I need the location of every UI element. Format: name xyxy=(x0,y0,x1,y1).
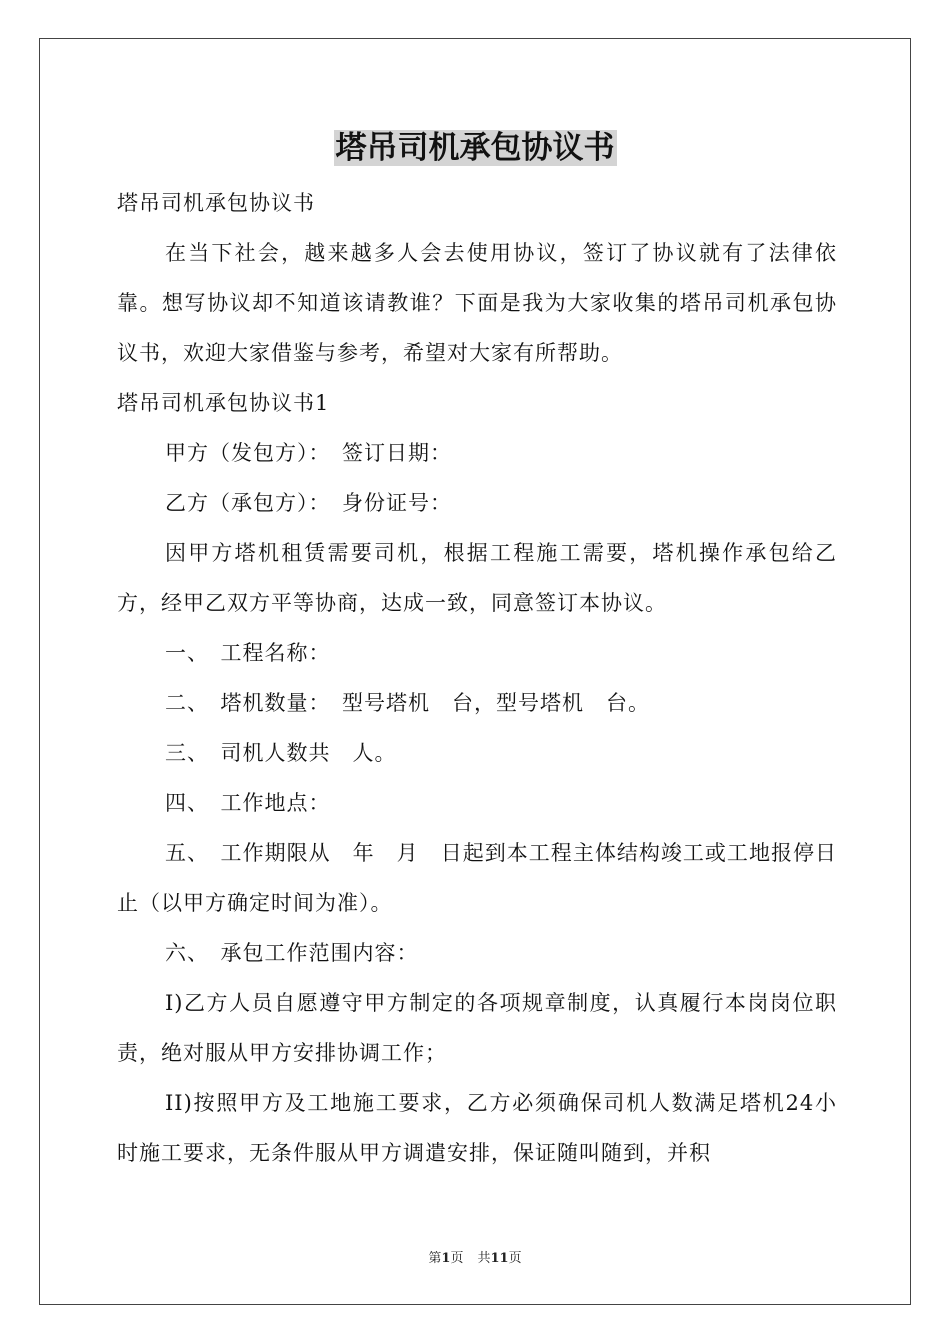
paragraph: 五、 工作期限从 年 月 日起到本工程主体结构竣工或工地报停日止（以甲方确定时间为准）。 xyxy=(117,841,837,915)
paragraph: I)乙方人员自愿遵守甲方制定的各项规章制度，认真履行本岗岗位职责，绝对服从甲方安排协调工作； xyxy=(117,991,837,1065)
total-prefix: 共 xyxy=(477,1251,491,1266)
total-suffix: 页 xyxy=(508,1251,522,1266)
page-suffix: 页 xyxy=(450,1251,464,1266)
paragraph: 因甲方塔机租赁需要司机，根据工程施工需要，塔机操作承包给乙方，经甲乙双方平等协商，达成一致，同意签订本协议。 xyxy=(117,541,837,615)
total-pages: 11 xyxy=(490,1251,509,1266)
paragraph: 乙方（承包方）： 身份证号： xyxy=(165,491,452,515)
paragraph: 三、 司机人数共 人。 xyxy=(165,741,397,765)
document-title xyxy=(0,126,950,170)
document-title-text: 塔吊司机承包协议书 xyxy=(335,130,615,166)
paragraph: 六、 承包工作范围内容： xyxy=(165,941,419,965)
document-body xyxy=(117,178,837,1178)
paragraph: 四、 工作地点： xyxy=(165,791,331,815)
page-footer xyxy=(0,1247,950,1266)
paragraph: 在当下社会，越来越多人会去使用协议，签订了协议就有了法律依靠。想写协议却不知道该请教谁？下面是我为大家收集的塔吊司机承包协议书，欢迎大家借鉴与参考，希望对大家有所帮助。 xyxy=(117,241,837,365)
paragraph: 塔吊司机承包协议书 xyxy=(117,191,315,215)
paragraph: 塔吊司机承包协议书1 xyxy=(117,391,330,415)
paragraph: II)按照甲方及工地施工要求，乙方必须确保司机人数满足塔机24小时施工要求，无条件服从甲方调遣安排，保证随叫随到，并积 xyxy=(117,1091,837,1165)
paragraph: 一、 工程名称： xyxy=(165,641,331,665)
page-prefix: 第 xyxy=(428,1251,442,1266)
paragraph: 二、 塔机数量： 型号塔机 台，型号塔机 台。 xyxy=(165,691,650,715)
page-number: 1 xyxy=(441,1251,451,1266)
paragraph: 甲方（发包方）： 签订日期： xyxy=(165,441,452,465)
